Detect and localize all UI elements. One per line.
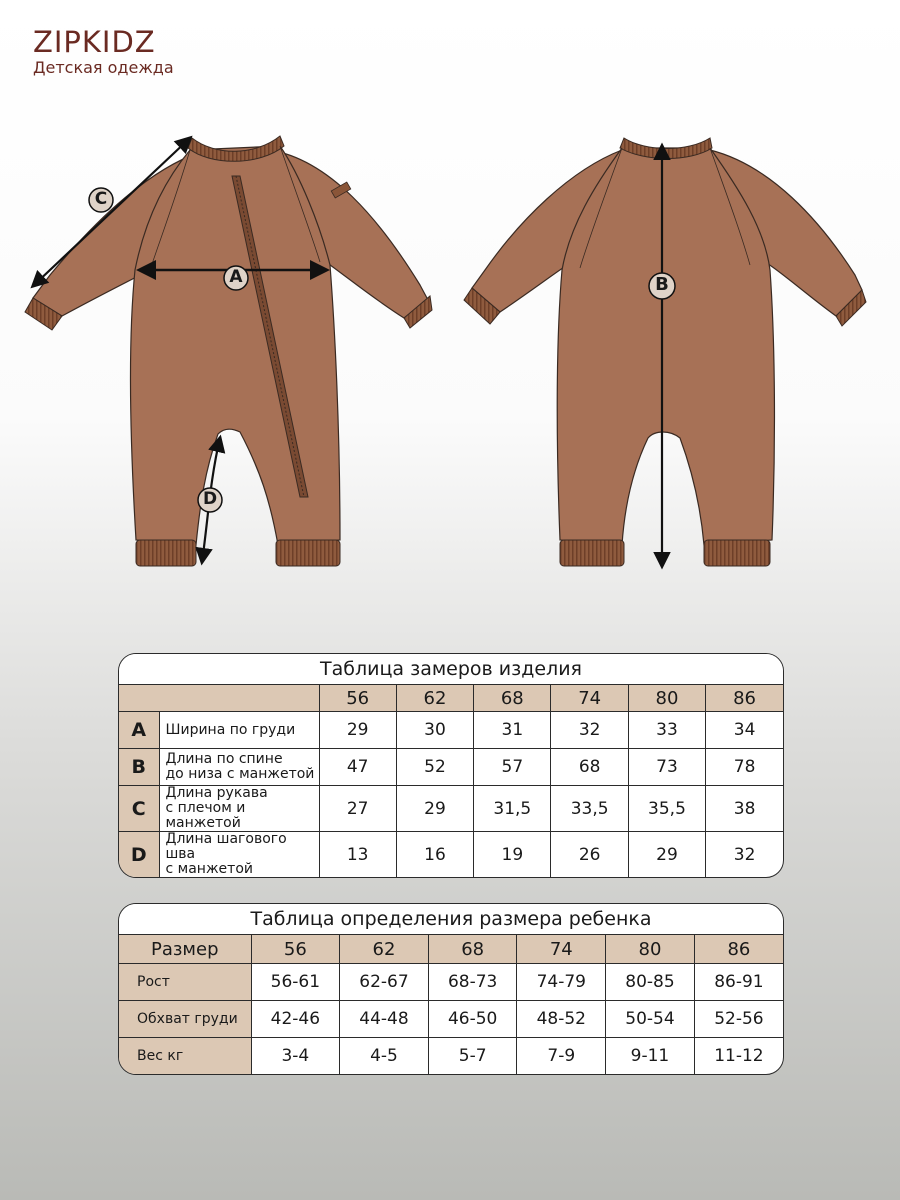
- row-description-line2: с плечом и манжетой: [165, 800, 246, 831]
- size-header-row: [119, 935, 783, 964]
- table-cell: 56-61: [251, 964, 340, 1001]
- table-cell: 30: [396, 712, 473, 749]
- row-description-line1: Длина рукава: [165, 785, 268, 801]
- row-label: Рост: [119, 964, 251, 1001]
- garment-diagram: [0, 120, 900, 580]
- measurements-table: [118, 653, 784, 878]
- brand-name: ZIPKIDZ: [33, 25, 156, 59]
- table-row: [119, 786, 783, 832]
- back-body: [557, 148, 774, 545]
- header-blank: [119, 685, 319, 712]
- table-cell: 7-9: [517, 1038, 606, 1075]
- row-letter: A: [119, 712, 159, 749]
- table-cell: 4-5: [340, 1038, 429, 1075]
- row-letter: D: [119, 832, 159, 878]
- size-header: 62: [396, 685, 473, 712]
- size-header: 86: [694, 935, 783, 964]
- size-table-title: Таблица определения размера ребенка: [119, 904, 783, 934]
- table-cell: 38: [706, 786, 783, 832]
- table-row: [119, 964, 783, 1001]
- marker-a-label: A: [229, 267, 243, 287]
- table-cell: 78: [706, 749, 783, 786]
- table-cell: 9-11: [606, 1038, 695, 1075]
- row-label: Вес кг: [119, 1038, 251, 1075]
- size-header: 56: [319, 685, 396, 712]
- measurements-header-row: [119, 685, 783, 712]
- table-cell: 80-85: [606, 964, 695, 1001]
- table-cell: 26: [551, 832, 628, 878]
- front-view: [25, 136, 432, 566]
- table-cell: 74-79: [517, 964, 606, 1001]
- table-cell: 73: [628, 749, 705, 786]
- table-row: [119, 712, 783, 749]
- table-cell: 13: [319, 832, 396, 878]
- front-body: [131, 146, 340, 545]
- size-header: 68: [428, 935, 517, 964]
- table-cell: 32: [706, 832, 783, 878]
- table-cell: 34: [706, 712, 783, 749]
- marker-d-label: D: [202, 489, 218, 509]
- size-header: 80: [628, 685, 705, 712]
- row-description-line1: Длина шагового шва: [165, 831, 287, 862]
- measurements-table-title: Таблица замеров изделия: [119, 654, 783, 684]
- brand-logo: [33, 26, 174, 78]
- table-cell: 62-67: [340, 964, 429, 1001]
- back-view: [464, 138, 866, 566]
- table-cell: 50-54: [606, 1001, 695, 1038]
- table-cell: 31: [474, 712, 551, 749]
- row-description: [159, 832, 319, 878]
- table-cell: 19: [474, 832, 551, 878]
- back-left-leg-cuff: [560, 540, 624, 566]
- table-cell: 29: [628, 832, 705, 878]
- table-cell: 68: [551, 749, 628, 786]
- row-description-line1: Ширина по груди: [165, 721, 296, 738]
- row-letter: C: [119, 786, 159, 832]
- table-row: [119, 749, 783, 786]
- table-cell: 5-7: [428, 1038, 517, 1075]
- size-header: 74: [551, 685, 628, 712]
- size-table: [118, 903, 784, 1075]
- size-header-label: Размер: [119, 935, 251, 964]
- table-cell: 52-56: [694, 1001, 783, 1038]
- table-cell: 42-46: [251, 1001, 340, 1038]
- size-header: 62: [340, 935, 429, 964]
- row-letter: B: [119, 749, 159, 786]
- table-cell: 29: [319, 712, 396, 749]
- row-description-line2: до низа с манжетой: [165, 766, 315, 782]
- table-cell: 68-73: [428, 964, 517, 1001]
- table-row: [119, 1001, 783, 1038]
- table-cell: 31,5: [474, 786, 551, 832]
- table-cell: 27: [319, 786, 396, 832]
- row-label: Обхват груди: [119, 1001, 251, 1038]
- table-cell: 57: [474, 749, 551, 786]
- table-cell: 48-52: [517, 1001, 606, 1038]
- size-header: 86: [706, 685, 783, 712]
- row-description: [159, 786, 319, 832]
- table-cell: 86-91: [694, 964, 783, 1001]
- table-cell: 47: [319, 749, 396, 786]
- front-left-leg-cuff: [136, 540, 196, 566]
- marker-b-label: B: [655, 274, 669, 295]
- table-cell: 29: [396, 786, 473, 832]
- size-header: 56: [251, 935, 340, 964]
- table-cell: 33,5: [551, 786, 628, 832]
- row-description: [159, 712, 319, 749]
- table-row: [119, 832, 783, 878]
- table-cell: 33: [628, 712, 705, 749]
- size-header: 68: [474, 685, 551, 712]
- table-cell: 32: [551, 712, 628, 749]
- table-cell: 3-4: [251, 1038, 340, 1075]
- size-header: 80: [606, 935, 695, 964]
- size-header: 74: [517, 935, 606, 964]
- row-description: [159, 749, 319, 786]
- table-cell: 11-12: [694, 1038, 783, 1075]
- table-cell: 35,5: [628, 786, 705, 832]
- table-cell: 44-48: [340, 1001, 429, 1038]
- front-right-leg-cuff: [276, 540, 340, 566]
- row-description-line1: Длина по спине: [165, 751, 283, 767]
- table-row: [119, 1038, 783, 1075]
- table-cell: 16: [396, 832, 473, 878]
- table-cell: 46-50: [428, 1001, 517, 1038]
- table-cell: 52: [396, 749, 473, 786]
- brand-tagline: Детская одежда: [33, 58, 174, 77]
- row-description-line2: с манжетой: [165, 861, 253, 877]
- back-right-leg-cuff: [704, 540, 770, 566]
- marker-c-label: C: [94, 189, 108, 209]
